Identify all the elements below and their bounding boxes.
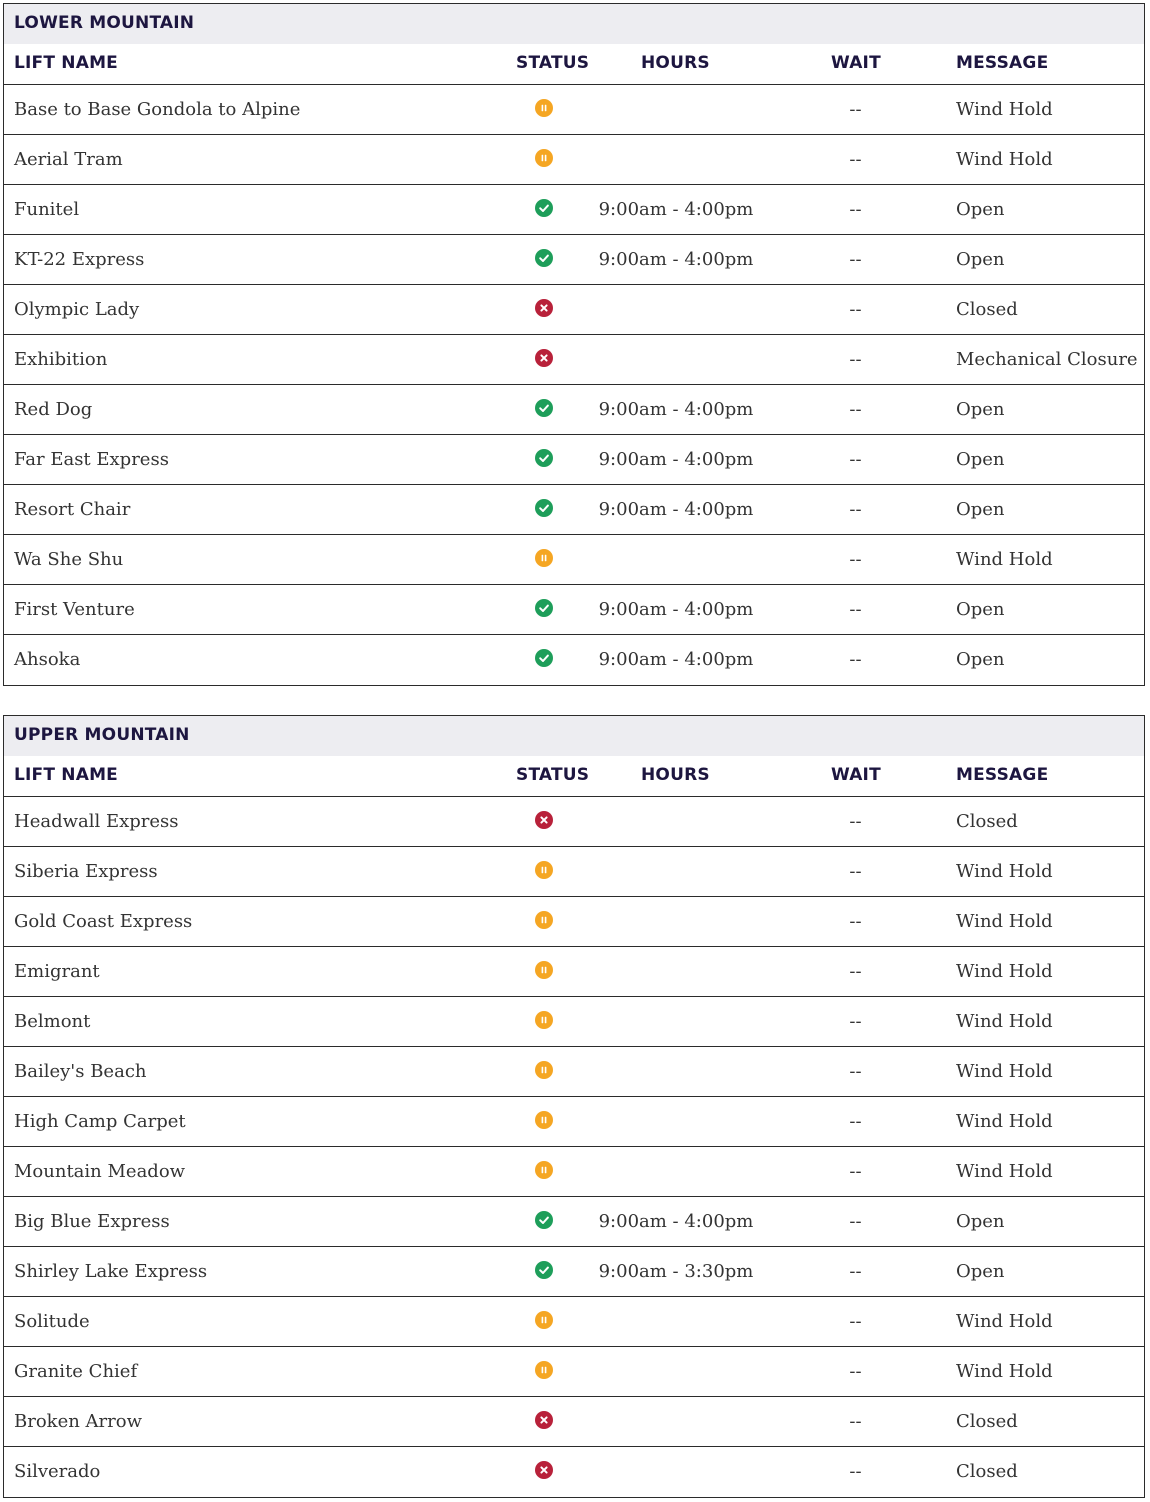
table-row bbox=[4, 285, 1144, 335]
lift-name: Mountain Meadow bbox=[14, 1161, 186, 1182]
lift-message: Open bbox=[956, 199, 1005, 220]
column-header-lift-name: LIFT NAME bbox=[14, 53, 118, 73]
lift-message: Open bbox=[956, 249, 1005, 270]
column-header-message: MESSAGE bbox=[956, 53, 1049, 73]
lift-wait: -- bbox=[849, 1411, 862, 1432]
section-title: LOWER MOUNTAIN bbox=[4, 4, 1144, 44]
lower-mountain-section bbox=[3, 3, 1145, 686]
table-row bbox=[4, 1147, 1144, 1197]
pause-circle-icon bbox=[535, 1161, 553, 1179]
lift-wait: -- bbox=[849, 399, 862, 420]
lift-name: KT-22 Express bbox=[14, 249, 145, 270]
lift-hours: 9:00am - 4:00pm bbox=[598, 399, 754, 420]
lift-wait: -- bbox=[849, 1161, 862, 1182]
lift-message: Wind Hold bbox=[956, 961, 1053, 982]
lift-hours: 9:00am - 4:00pm bbox=[598, 499, 754, 520]
table-row bbox=[4, 1397, 1144, 1447]
table-row bbox=[4, 435, 1144, 485]
lift-wait: -- bbox=[849, 549, 862, 570]
lift-name: Exhibition bbox=[14, 349, 108, 370]
lift-name: Base to Base Gondola to Alpine bbox=[14, 99, 301, 120]
lift-name: Siberia Express bbox=[14, 861, 158, 882]
lift-message: Closed bbox=[956, 299, 1018, 320]
column-header-wait: WAIT bbox=[831, 765, 881, 785]
lift-name: Red Dog bbox=[14, 399, 93, 420]
lift-message: Wind Hold bbox=[956, 1011, 1053, 1032]
x-circle-icon bbox=[535, 299, 553, 317]
lift-name: Belmont bbox=[14, 1011, 91, 1032]
lift-message: Wind Hold bbox=[956, 861, 1053, 882]
column-header-message: MESSAGE bbox=[956, 765, 1049, 785]
lift-name: Wa She Shu bbox=[14, 549, 124, 570]
lift-message: Wind Hold bbox=[956, 149, 1053, 170]
table-row bbox=[4, 797, 1144, 847]
lift-name: Olympic Lady bbox=[14, 299, 140, 320]
lift-hours: 9:00am - 4:00pm bbox=[598, 599, 754, 620]
lift-message: Wind Hold bbox=[956, 1311, 1053, 1332]
lift-hours: 9:00am - 4:00pm bbox=[598, 649, 754, 670]
lift-message: Wind Hold bbox=[956, 1161, 1053, 1182]
lift-wait: -- bbox=[849, 149, 862, 170]
lift-name: Broken Arrow bbox=[14, 1411, 142, 1432]
lift-wait: -- bbox=[849, 961, 862, 982]
pause-circle-icon bbox=[535, 911, 553, 929]
table-row bbox=[4, 847, 1144, 897]
lift-message: Open bbox=[956, 599, 1005, 620]
table-row bbox=[4, 1197, 1144, 1247]
lift-wait: -- bbox=[849, 811, 862, 832]
lift-wait: -- bbox=[849, 199, 862, 220]
table-row bbox=[4, 1447, 1144, 1497]
lift-wait: -- bbox=[849, 1061, 862, 1082]
lift-name: Ahsoka bbox=[14, 649, 81, 670]
column-header-hours: HOURS bbox=[641, 765, 710, 785]
lift-hours: 9:00am - 4:00pm bbox=[598, 199, 754, 220]
column-header-status: STATUS bbox=[516, 53, 590, 73]
lift-wait: -- bbox=[849, 349, 862, 370]
lift-message: Closed bbox=[956, 1411, 1018, 1432]
lift-wait: -- bbox=[849, 1211, 862, 1232]
x-circle-icon bbox=[535, 1411, 553, 1429]
table-row bbox=[4, 585, 1144, 635]
lift-hours: 9:00am - 4:00pm bbox=[598, 1211, 754, 1232]
lift-wait: -- bbox=[849, 1011, 862, 1032]
pause-circle-icon bbox=[535, 149, 553, 167]
lift-hours: 9:00am - 4:00pm bbox=[598, 249, 754, 270]
lift-name: Emigrant bbox=[14, 961, 100, 982]
pause-circle-icon bbox=[535, 549, 553, 567]
lift-name: Gold Coast Express bbox=[14, 911, 193, 932]
lift-name: High Camp Carpet bbox=[14, 1111, 186, 1132]
lift-name: Big Blue Express bbox=[14, 1211, 170, 1232]
lift-wait: -- bbox=[849, 1361, 862, 1382]
pause-circle-icon bbox=[535, 1361, 553, 1379]
table-row bbox=[4, 485, 1144, 535]
lift-wait: -- bbox=[849, 1461, 862, 1482]
lift-message: Wind Hold bbox=[956, 549, 1053, 570]
lift-wait: -- bbox=[849, 649, 862, 670]
lift-name: Funitel bbox=[14, 199, 80, 220]
table-row bbox=[4, 1097, 1144, 1147]
lift-wait: -- bbox=[849, 1261, 862, 1282]
table-row bbox=[4, 1297, 1144, 1347]
lift-wait: -- bbox=[849, 1311, 862, 1332]
table-row bbox=[4, 1247, 1144, 1297]
lift-message: Open bbox=[956, 649, 1005, 670]
lift-message: Closed bbox=[956, 811, 1018, 832]
column-header-status: STATUS bbox=[516, 765, 590, 785]
lift-message: Wind Hold bbox=[956, 99, 1053, 120]
pause-circle-icon bbox=[535, 1311, 553, 1329]
column-header-lift-name: LIFT NAME bbox=[14, 765, 118, 785]
lift-name: Silverado bbox=[14, 1461, 101, 1482]
lift-hours: 9:00am - 4:00pm bbox=[598, 449, 754, 470]
pause-circle-icon bbox=[535, 1061, 553, 1079]
table-row bbox=[4, 185, 1144, 235]
table-row bbox=[4, 535, 1144, 585]
lift-wait: -- bbox=[849, 299, 862, 320]
lift-wait: -- bbox=[849, 499, 862, 520]
table-row bbox=[4, 897, 1144, 947]
lift-wait: -- bbox=[849, 861, 862, 882]
lift-name: Bailey's Beach bbox=[14, 1061, 147, 1082]
lift-message: Mechanical Closure bbox=[956, 349, 1138, 370]
table-row bbox=[4, 135, 1144, 185]
pause-circle-icon bbox=[535, 961, 553, 979]
table-header-row bbox=[4, 44, 1144, 85]
lift-message: Wind Hold bbox=[956, 1111, 1053, 1132]
lift-name: Granite Chief bbox=[14, 1361, 138, 1382]
table-row bbox=[4, 635, 1144, 685]
section-title: UPPER MOUNTAIN bbox=[4, 716, 1144, 756]
lift-name: Solitude bbox=[14, 1311, 90, 1332]
column-header-wait: WAIT bbox=[831, 53, 881, 73]
table-row bbox=[4, 335, 1144, 385]
lift-message: Open bbox=[956, 449, 1005, 470]
lift-name: Far East Express bbox=[14, 449, 169, 470]
lift-hours: 9:00am - 3:30pm bbox=[598, 1261, 754, 1282]
table-row bbox=[4, 235, 1144, 285]
x-circle-icon bbox=[535, 1461, 553, 1479]
lift-wait: -- bbox=[849, 449, 862, 470]
lift-wait: -- bbox=[849, 249, 862, 270]
lift-message: Wind Hold bbox=[956, 1061, 1053, 1082]
table-row bbox=[4, 947, 1144, 997]
lift-name: Headwall Express bbox=[14, 811, 179, 832]
pause-circle-icon bbox=[535, 1011, 553, 1029]
table-row bbox=[4, 85, 1144, 135]
lift-wait: -- bbox=[849, 911, 862, 932]
lift-message: Wind Hold bbox=[956, 911, 1053, 932]
upper-mountain-section bbox=[3, 715, 1145, 1498]
lift-name: Shirley Lake Express bbox=[14, 1261, 208, 1282]
lift-name: Resort Chair bbox=[14, 499, 131, 520]
x-circle-icon bbox=[535, 811, 553, 829]
lift-message: Closed bbox=[956, 1461, 1018, 1482]
lift-name: First Venture bbox=[14, 599, 135, 620]
pause-circle-icon bbox=[535, 861, 553, 879]
x-circle-icon bbox=[535, 349, 553, 367]
table-row bbox=[4, 385, 1144, 435]
lift-message: Wind Hold bbox=[956, 1361, 1053, 1382]
lift-message: Open bbox=[956, 1261, 1005, 1282]
lift-wait: -- bbox=[849, 599, 862, 620]
pause-circle-icon bbox=[535, 99, 553, 117]
table-row bbox=[4, 1047, 1144, 1097]
pause-circle-icon bbox=[535, 1111, 553, 1129]
lift-wait: -- bbox=[849, 99, 862, 120]
lift-wait: -- bbox=[849, 1111, 862, 1132]
column-header-hours: HOURS bbox=[641, 53, 710, 73]
lift-message: Open bbox=[956, 1211, 1005, 1232]
table-header-row bbox=[4, 756, 1144, 797]
lift-name: Aerial Tram bbox=[14, 149, 123, 170]
table-row bbox=[4, 997, 1144, 1047]
table-row bbox=[4, 1347, 1144, 1397]
lift-message: Open bbox=[956, 499, 1005, 520]
lift-message: Open bbox=[956, 399, 1005, 420]
